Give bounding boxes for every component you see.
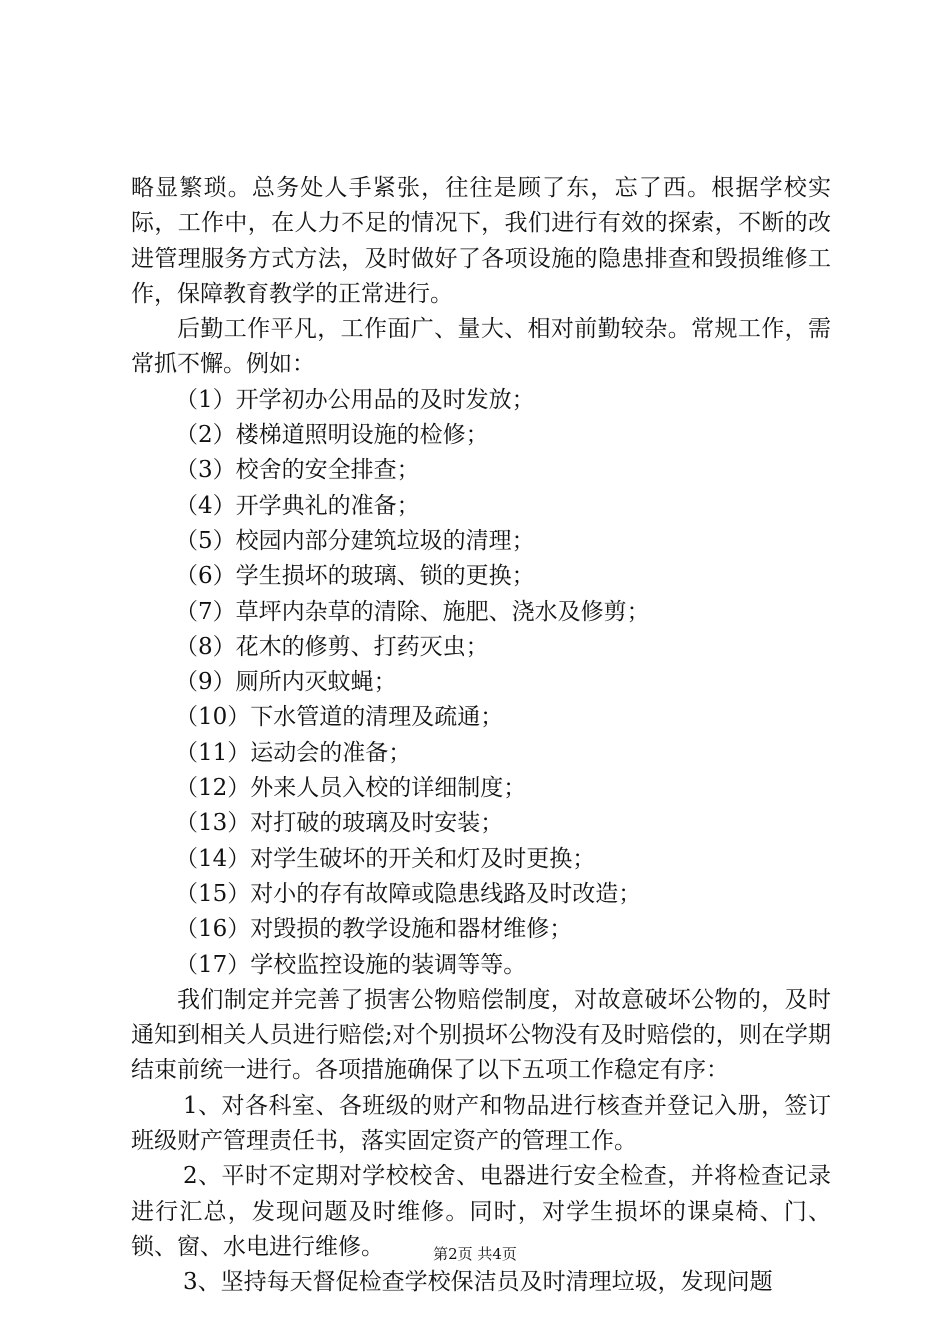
list-item: （12）外来人员入校的详细制度；	[175, 775, 527, 802]
list-item: （17）学校监控设施的装调等等。	[175, 951, 527, 978]
routine-work-list	[131, 383, 831, 983]
paragraph-logistics-intro: 后勤工作平凡，工作面广、量大、相对前勤较杂。常规工作，需常抓不懈。例如：	[131, 316, 831, 378]
paragraph-item-2: 2、平时不定期对学校校舍、电器进行安全检查，并将检查记录进行汇总，发现问题及时维修。同时，对学生损坏的课桌椅、门、锁、窗、水电进行维修。	[131, 1163, 831, 1260]
list-item: （3）校舍的安全排查；	[175, 457, 420, 484]
list-item: （14）对学生破坏的开关和灯及时更换；	[175, 845, 596, 872]
list-item: （6）学生损坏的玻璃、锁的更换；	[175, 563, 535, 590]
list-item: （1）开学初办公用品的及时发放；	[175, 386, 535, 413]
list-item: （16）对毁损的教学设施和器材维修；	[175, 916, 573, 943]
list-item: （4）开学典礼的准备；	[175, 492, 420, 519]
list-item: （7）草坪内杂草的清除、施肥、浇水及修剪；	[175, 598, 650, 625]
document-body	[131, 171, 831, 1301]
list-item: （15）对小的存有故障或隐患线路及时改造；	[175, 880, 642, 907]
list-item: （13）对打破的玻璃及时安装；	[175, 810, 504, 837]
page-footer: 第2页 共4页	[433, 1245, 517, 1263]
list-item: （2）楼梯道照明设施的检修；	[175, 422, 489, 449]
paragraph-item-3: 3、坚持每天督促检查学校保洁员及时清理垃圾，发现问题	[183, 1269, 773, 1296]
list-item: （8）花木的修剪、打药灭虫；	[175, 633, 489, 660]
list-item: （10）下水管道的清理及疏通；	[175, 704, 504, 731]
paragraph-item-1: 1、对各科室、各班级的财产和物品进行核查并登记入册，签订班级财产管理责任书，落实固定资产的管理工作。	[131, 1092, 831, 1155]
list-item: （5）校园内部分建筑垃圾的清理；	[175, 527, 535, 554]
list-item: （9）厕所内灭蚊蝇；	[175, 669, 397, 696]
paragraph-compensation-policy: 我们制定并完善了损害公物赔偿制度，对故意破坏公物的，及时通知到相关人员进行赔偿;对个别损坏公物没有及时赔偿的，则在学期结束前统一进行。各项措施确保了以下五项工作稳定有序：	[131, 986, 831, 1084]
list-item: （11）运动会的准备；	[175, 739, 412, 766]
paragraph-continuation: 略显繁琐。总务处人手紧张，往往是顾了东，忘了西。根据学校实际，工作中，在人力不足的情况下，我们进行有效的探索，不断的改进管理服务方式方法，及时做好了各项设施的隐患排查和毁损维修工作，保障教育教学的正常进行。	[131, 175, 831, 307]
